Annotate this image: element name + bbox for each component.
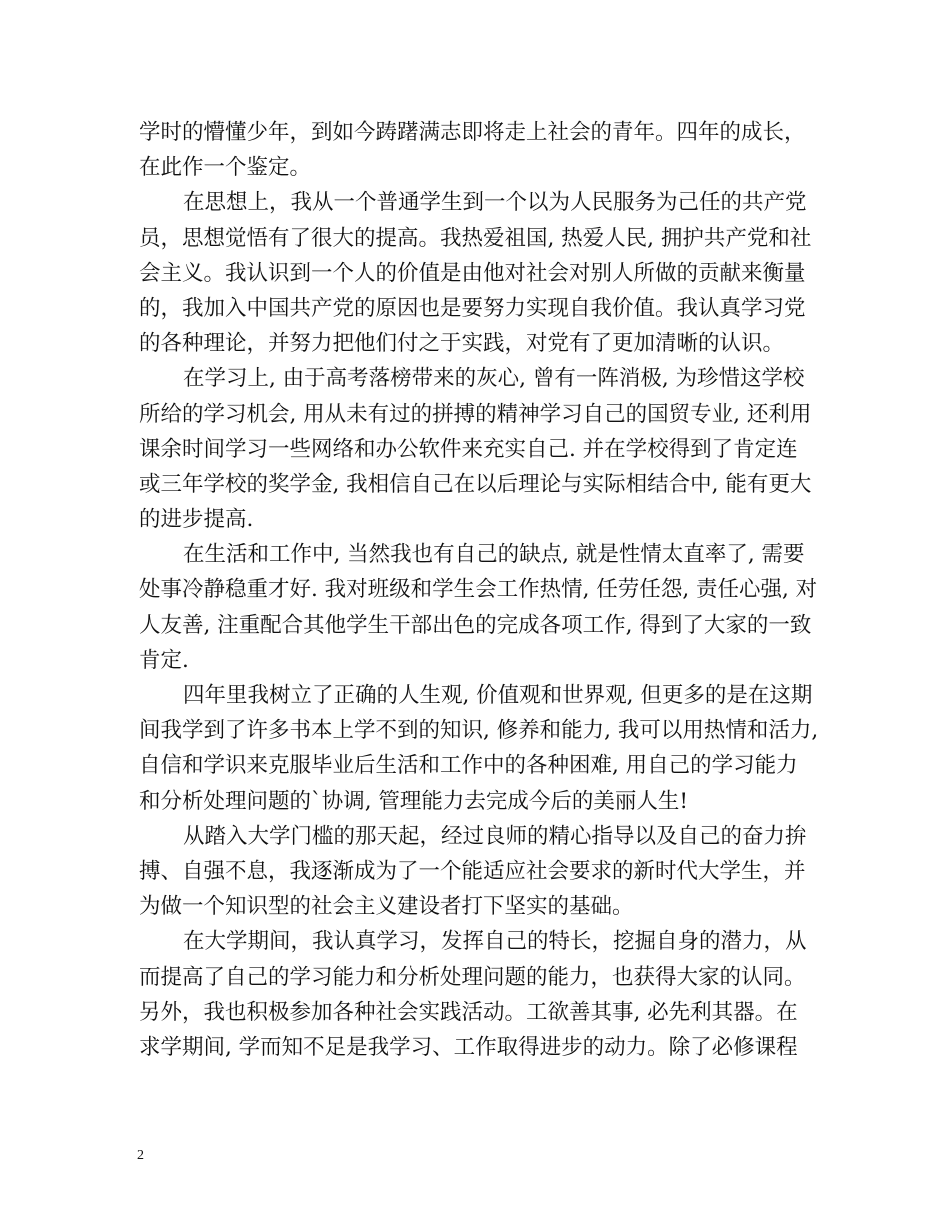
text-line: 求学期间, 学而知不足是我学习、工作取得进步的动力。除了必修课程 (139, 1034, 798, 1060)
paragraph-start-line: 四年里我树立了正确的人生观, 价值观和世界观, 但更多的是在这期 (183, 683, 813, 708)
text-line: 员，思想觉悟有了很大的提高。我热爱祖国, 热爱人民, 拥护共产党和社 (139, 225, 812, 251)
paragraph-start-line: 在生活和工作中, 当然我也有自己的缺点, 就是性情太直率了, 需要 (183, 542, 805, 568)
text-line: 会主义。我认识到一个人的价值是由他对社会对别人所做的贡献来衡量 (139, 260, 806, 286)
text-line: 和分析处理问题的`协调, 管理能力去完成今后的美丽人生! (139, 788, 689, 814)
paragraph-start-line: 在大学期间，我认真学习，发挥自己的特长，挖掘自身的潜力，从 (183, 929, 807, 955)
text-line: 人友善, 注重配合其他学生干部出色的完成各项工作, 得到了大家的一致 (139, 612, 812, 638)
text-line: 在此作一个鉴定。 (139, 155, 312, 181)
text-line: 学时的懵懂少年，到如今踌躇满志即将走上社会的青年。四年的成长， (139, 120, 806, 145)
paragraph-start-line: 在学习上, 由于高考落榜带来的灰心, 曾有一阵消极, 为珍惜这学校 (183, 366, 805, 392)
text-line: 的进步提高. (139, 507, 254, 533)
text-line: 而提高了自己的学习能力和分析处理问题的能力，也获得大家的认同。 (139, 964, 806, 990)
text-line: 为做一个知识型的社会主义建设者打下坚实的基础。 (139, 894, 634, 920)
paragraph-start-line: 在思想上，我从一个普通学生到一个以为人民服务为己任的共产党 (183, 190, 807, 216)
text-line: 另外，我也积极参加各种社会实践活动。工欲善其事, 必先利其器。在 (139, 999, 798, 1025)
text-line: 自信和学识来克服毕业后生活和工作中的各种困难, 用自己的学习能力 (139, 753, 798, 779)
text-line: 课余时间学习一些网络和办公软件来充实自己. 并在学校得到了肯定连 (139, 436, 798, 462)
text-line: 处事冷静稳重才好. 我对班级和学生会工作热情, 任劳任怨, 责任心强, 对 (139, 577, 818, 603)
text-line: 搏、自强不息，我逐渐成为了一个能适应社会要求的新时代大学生，并 (139, 858, 806, 884)
page-number: 2 (137, 1148, 144, 1163)
paragraph-start-line: 从踏入大学门槛的那天起，经过良师的精心指导以及自己的奋力拚 (183, 823, 807, 849)
text-line: 肯定. (139, 647, 189, 673)
text-line: 所给的学习机会, 用从未有过的拼搏的精神学习自己的国贸专业, 还利用 (139, 401, 812, 427)
text-line: 间我学到了许多书本上学不到的知识, 修养和能力, 我可以用热情和活力, (139, 718, 819, 744)
text-line: 或三年学校的奖学金, 我相信自己在以后理论与实际相结合中, 能有更大 (139, 471, 812, 497)
text-line: 的，我加入中国共产党的原因也是要努力实现自我价值。我认真学习党 (139, 295, 806, 321)
text-line: 的各种理论，并努力把他们付之于实践，对党有了更加清晰的认识。 (139, 331, 785, 357)
document-body (139, 115, 829, 1065)
